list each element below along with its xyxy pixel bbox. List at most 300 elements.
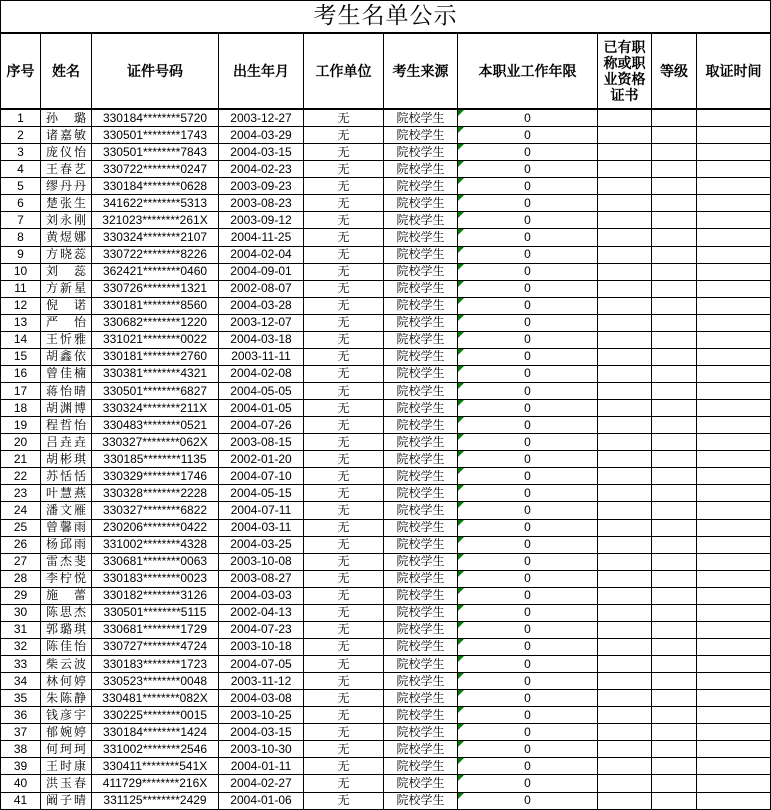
cell-cert[interactable]	[598, 621, 652, 638]
cell-birth-date[interactable]: 2004-05-15	[219, 485, 304, 502]
cell-work-unit[interactable]: 无	[304, 400, 384, 417]
cell-no[interactable]: 20	[1, 434, 41, 451]
cell-cert[interactable]	[598, 638, 652, 655]
cell-years[interactable]	[458, 536, 598, 553]
cell-name[interactable]: 庞仪怡	[41, 144, 92, 161]
cell-id-number[interactable]: 321023********261X	[92, 212, 219, 229]
cell-id-number[interactable]: 330727********4724	[92, 638, 219, 655]
cell-work-unit[interactable]: 无	[304, 451, 384, 468]
cell-no[interactable]: 40	[1, 775, 41, 792]
cell-no[interactable]: 4	[1, 161, 41, 178]
cell-level[interactable]	[652, 724, 697, 741]
cell-years[interactable]	[458, 587, 598, 604]
cell-level[interactable]	[652, 570, 697, 587]
cell-id-number[interactable]: 330324********211X	[92, 400, 219, 417]
cell-source[interactable]: 院校学生	[384, 348, 458, 365]
cell-id-number[interactable]: 330501********5115	[92, 604, 219, 621]
cell-years[interactable]	[458, 553, 598, 570]
cell-cert-time[interactable]	[697, 280, 771, 297]
cell-cert[interactable]	[598, 314, 652, 331]
cell-level[interactable]	[652, 741, 697, 758]
cell-level[interactable]	[652, 468, 697, 485]
cell-no[interactable]: 28	[1, 570, 41, 587]
cell-name[interactable]: 陈佳怡	[41, 638, 92, 655]
cell-source[interactable]: 院校学生	[384, 621, 458, 638]
cell-cert[interactable]	[598, 519, 652, 536]
cell-name[interactable]: 胡彬琪	[41, 451, 92, 468]
cell-cert-time[interactable]	[697, 400, 771, 417]
cell-level[interactable]	[652, 229, 697, 246]
cell-id-number[interactable]: 330411********541X	[92, 758, 219, 775]
cell-no[interactable]: 27	[1, 553, 41, 570]
cell-no[interactable]: 36	[1, 707, 41, 724]
cell-source[interactable]: 院校学生	[384, 707, 458, 724]
cell-cert[interactable]	[598, 690, 652, 707]
cell-years[interactable]	[458, 502, 598, 519]
cell-id-number[interactable]: 330501********7843	[92, 144, 219, 161]
cell-work-unit[interactable]: 无	[304, 109, 384, 127]
cell-no[interactable]: 12	[1, 297, 41, 314]
cell-level[interactable]	[652, 280, 697, 297]
cell-id-number[interactable]: 330381********4321	[92, 365, 219, 382]
cell-cert[interactable]	[598, 212, 652, 229]
cell-birth-date[interactable]: 2004-02-27	[219, 775, 304, 792]
cell-id-number[interactable]: 330327********062X	[92, 434, 219, 451]
cell-cert-time[interactable]	[697, 519, 771, 536]
cell-source[interactable]: 院校学生	[384, 570, 458, 587]
cell-level[interactable]	[652, 587, 697, 604]
cell-id-number[interactable]: 330324********2107	[92, 229, 219, 246]
cell-cert-time[interactable]	[697, 468, 771, 485]
cell-cert-time[interactable]	[697, 502, 771, 519]
cell-source[interactable]: 院校学生	[384, 792, 458, 810]
cell-no[interactable]: 16	[1, 365, 41, 382]
cell-years[interactable]	[458, 604, 598, 621]
cell-id-number[interactable]: 330722********8226	[92, 246, 219, 263]
cell-id-number[interactable]: 331002********4328	[92, 536, 219, 553]
cell-no[interactable]: 1	[1, 109, 41, 127]
cell-source[interactable]: 院校学生	[384, 297, 458, 314]
cell-years[interactable]	[458, 195, 598, 212]
cell-years[interactable]	[458, 144, 598, 161]
cell-level[interactable]	[652, 638, 697, 655]
cell-work-unit[interactable]: 无	[304, 365, 384, 382]
cell-cert[interactable]	[598, 656, 652, 673]
cell-cert[interactable]	[598, 604, 652, 621]
cell-id-number[interactable]: 330726********1321	[92, 280, 219, 297]
cell-name[interactable]: 洪玉春	[41, 775, 92, 792]
cell-cert-time[interactable]	[697, 638, 771, 655]
cell-cert[interactable]	[598, 109, 652, 127]
cell-years[interactable]	[458, 792, 598, 810]
cell-source[interactable]: 院校学生	[384, 331, 458, 348]
cell-id-number[interactable]: 341622********5313	[92, 195, 219, 212]
cell-birth-date[interactable]: 2003-11-11	[219, 348, 304, 365]
cell-no[interactable]: 19	[1, 417, 41, 434]
cell-source[interactable]: 院校学生	[384, 451, 458, 468]
cell-work-unit[interactable]: 无	[304, 638, 384, 655]
cell-years[interactable]	[458, 161, 598, 178]
cell-years[interactable]	[458, 348, 598, 365]
cell-level[interactable]	[652, 673, 697, 690]
cell-birth-date[interactable]: 2004-03-03	[219, 587, 304, 604]
cell-level[interactable]	[652, 161, 697, 178]
cell-source[interactable]: 院校学生	[384, 109, 458, 127]
cell-name[interactable]: 蒋怡晴	[41, 383, 92, 400]
cell-name[interactable]: 黄煜娜	[41, 229, 92, 246]
cell-no[interactable]: 34	[1, 673, 41, 690]
cell-level[interactable]	[652, 365, 697, 382]
cell-cert-time[interactable]	[697, 246, 771, 263]
cell-cert-time[interactable]	[697, 553, 771, 570]
cell-no[interactable]: 41	[1, 792, 41, 810]
cell-work-unit[interactable]: 无	[304, 246, 384, 263]
cell-cert[interactable]	[598, 673, 652, 690]
cell-cert[interactable]	[598, 331, 652, 348]
cell-birth-date[interactable]: 2004-03-28	[219, 297, 304, 314]
cell-work-unit[interactable]: 无	[304, 144, 384, 161]
cell-cert[interactable]	[598, 485, 652, 502]
cell-source[interactable]: 院校学生	[384, 314, 458, 331]
cell-no[interactable]: 32	[1, 638, 41, 655]
cell-cert[interactable]	[598, 263, 652, 280]
cell-birth-date[interactable]: 2004-09-01	[219, 263, 304, 280]
cell-no[interactable]: 15	[1, 348, 41, 365]
cell-cert[interactable]	[598, 792, 652, 810]
cell-years[interactable]	[458, 468, 598, 485]
cell-name[interactable]: 胡鑫依	[41, 348, 92, 365]
cell-no[interactable]: 31	[1, 621, 41, 638]
cell-birth-date[interactable]: 2004-03-29	[219, 127, 304, 144]
cell-cert[interactable]	[598, 348, 652, 365]
cell-source[interactable]: 院校学生	[384, 468, 458, 485]
cell-work-unit[interactable]: 无	[304, 519, 384, 536]
cell-years[interactable]	[458, 621, 598, 638]
cell-work-unit[interactable]: 无	[304, 502, 384, 519]
cell-id-number[interactable]: 330501********6827	[92, 383, 219, 400]
cell-id-number[interactable]: 330483********0521	[92, 417, 219, 434]
cell-level[interactable]	[652, 775, 697, 792]
cell-no[interactable]: 21	[1, 451, 41, 468]
cell-years[interactable]	[458, 485, 598, 502]
cell-cert[interactable]	[598, 536, 652, 553]
cell-years[interactable]	[458, 280, 598, 297]
cell-no[interactable]: 6	[1, 195, 41, 212]
cell-cert-time[interactable]	[697, 485, 771, 502]
cell-birth-date[interactable]: 2002-01-20	[219, 451, 304, 468]
cell-id-number[interactable]: 330181********8560	[92, 297, 219, 314]
cell-cert[interactable]	[598, 502, 652, 519]
cell-birth-date[interactable]: 2004-07-11	[219, 502, 304, 519]
cell-cert-time[interactable]	[697, 434, 771, 451]
cell-no[interactable]: 7	[1, 212, 41, 229]
cell-source[interactable]: 院校学生	[384, 212, 458, 229]
cell-id-number[interactable]: 330328********2228	[92, 485, 219, 502]
cell-level[interactable]	[652, 127, 697, 144]
cell-level[interactable]	[652, 792, 697, 810]
cell-source[interactable]: 院校学生	[384, 519, 458, 536]
cell-work-unit[interactable]: 无	[304, 314, 384, 331]
cell-level[interactable]	[652, 690, 697, 707]
cell-id-number[interactable]: 330523********0048	[92, 673, 219, 690]
cell-source[interactable]: 院校学生	[384, 246, 458, 263]
cell-level[interactable]	[652, 109, 697, 127]
cell-cert-time[interactable]	[697, 570, 771, 587]
cell-source[interactable]: 院校学生	[384, 144, 458, 161]
cell-level[interactable]	[652, 485, 697, 502]
cell-id-number[interactable]: 362421********0460	[92, 263, 219, 280]
cell-work-unit[interactable]: 无	[304, 741, 384, 758]
cell-cert-time[interactable]	[697, 229, 771, 246]
cell-cert[interactable]	[598, 127, 652, 144]
cell-name[interactable]: 严怡	[41, 314, 92, 331]
cell-birth-date[interactable]: 2004-03-18	[219, 331, 304, 348]
cell-cert[interactable]	[598, 383, 652, 400]
cell-birth-date[interactable]: 2003-08-27	[219, 570, 304, 587]
cell-cert-time[interactable]	[697, 758, 771, 775]
cell-no[interactable]: 23	[1, 485, 41, 502]
cell-work-unit[interactable]: 无	[304, 536, 384, 553]
cell-cert-time[interactable]	[697, 348, 771, 365]
cell-source[interactable]: 院校学生	[384, 417, 458, 434]
cell-cert-time[interactable]	[697, 178, 771, 195]
cell-no[interactable]: 17	[1, 383, 41, 400]
cell-birth-date[interactable]: 2004-07-26	[219, 417, 304, 434]
cell-birth-date[interactable]: 2003-09-12	[219, 212, 304, 229]
cell-level[interactable]	[652, 519, 697, 536]
cell-birth-date[interactable]: 2004-05-05	[219, 383, 304, 400]
cell-cert[interactable]	[598, 451, 652, 468]
cell-name[interactable]: 王忻雅	[41, 331, 92, 348]
cell-birth-date[interactable]: 2004-02-23	[219, 161, 304, 178]
cell-no[interactable]: 9	[1, 246, 41, 263]
cell-no[interactable]: 39	[1, 758, 41, 775]
cell-years[interactable]	[458, 109, 598, 127]
cell-no[interactable]: 5	[1, 178, 41, 195]
cell-name[interactable]: 王时康	[41, 758, 92, 775]
cell-work-unit[interactable]: 无	[304, 161, 384, 178]
cell-no[interactable]: 13	[1, 314, 41, 331]
cell-name[interactable]: 叶慧燕	[41, 485, 92, 502]
cell-cert[interactable]	[598, 570, 652, 587]
cell-cert-time[interactable]	[697, 331, 771, 348]
cell-birth-date[interactable]: 2003-10-18	[219, 638, 304, 655]
cell-work-unit[interactable]: 无	[304, 280, 384, 297]
cell-years[interactable]	[458, 417, 598, 434]
cell-work-unit[interactable]: 无	[304, 553, 384, 570]
cell-cert-time[interactable]	[697, 263, 771, 280]
cell-id-number[interactable]: 330225********0015	[92, 707, 219, 724]
cell-work-unit[interactable]: 无	[304, 383, 384, 400]
cell-birth-date[interactable]: 2004-02-04	[219, 246, 304, 263]
cell-source[interactable]: 院校学生	[384, 741, 458, 758]
cell-work-unit[interactable]: 无	[304, 775, 384, 792]
cell-years[interactable]	[458, 178, 598, 195]
cell-years[interactable]	[458, 690, 598, 707]
cell-years[interactable]	[458, 775, 598, 792]
cell-years[interactable]	[458, 314, 598, 331]
cell-level[interactable]	[652, 621, 697, 638]
cell-level[interactable]	[652, 297, 697, 314]
cell-years[interactable]	[458, 758, 598, 775]
cell-source[interactable]: 院校学生	[384, 724, 458, 741]
cell-work-unit[interactable]: 无	[304, 690, 384, 707]
cell-id-number[interactable]: 411729********216X	[92, 775, 219, 792]
cell-cert[interactable]	[598, 229, 652, 246]
cell-years[interactable]	[458, 451, 598, 468]
cell-id-number[interactable]: 330182********3126	[92, 587, 219, 604]
cell-name[interactable]: 刘蕊	[41, 263, 92, 280]
cell-level[interactable]	[652, 383, 697, 400]
cell-name[interactable]: 刘永刚	[41, 212, 92, 229]
cell-years[interactable]	[458, 656, 598, 673]
cell-level[interactable]	[652, 400, 697, 417]
cell-no[interactable]: 24	[1, 502, 41, 519]
cell-birth-date[interactable]: 2004-07-10	[219, 468, 304, 485]
cell-cert[interactable]	[598, 161, 652, 178]
cell-name[interactable]: 陈思杰	[41, 604, 92, 621]
cell-birth-date[interactable]: 2004-01-05	[219, 400, 304, 417]
cell-id-number[interactable]: 330327********6822	[92, 502, 219, 519]
cell-cert-time[interactable]	[697, 365, 771, 382]
cell-work-unit[interactable]: 无	[304, 758, 384, 775]
cell-cert-time[interactable]	[697, 161, 771, 178]
cell-id-number[interactable]: 330184********1424	[92, 724, 219, 741]
cell-work-unit[interactable]: 无	[304, 468, 384, 485]
cell-id-number[interactable]: 330481********082X	[92, 690, 219, 707]
cell-source[interactable]: 院校学生	[384, 161, 458, 178]
cell-name[interactable]: 施蕾	[41, 587, 92, 604]
cell-name[interactable]: 朱陈静	[41, 690, 92, 707]
cell-name[interactable]: 柴云波	[41, 656, 92, 673]
cell-work-unit[interactable]: 无	[304, 673, 384, 690]
cell-name[interactable]: 孙璐	[41, 109, 92, 127]
cell-years[interactable]	[458, 365, 598, 382]
cell-birth-date[interactable]: 2003-10-25	[219, 707, 304, 724]
cell-name[interactable]: 吕垚垚	[41, 434, 92, 451]
cell-cert-time[interactable]	[697, 621, 771, 638]
cell-birth-date[interactable]: 2003-10-30	[219, 741, 304, 758]
cell-birth-date[interactable]: 2004-07-23	[219, 621, 304, 638]
cell-no[interactable]: 3	[1, 144, 41, 161]
cell-cert[interactable]	[598, 758, 652, 775]
cell-work-unit[interactable]: 无	[304, 331, 384, 348]
cell-birth-date[interactable]: 2003-09-23	[219, 178, 304, 195]
cell-source[interactable]: 院校学生	[384, 383, 458, 400]
cell-cert[interactable]	[598, 553, 652, 570]
cell-source[interactable]: 院校学生	[384, 673, 458, 690]
cell-source[interactable]: 院校学生	[384, 604, 458, 621]
cell-source[interactable]: 院校学生	[384, 758, 458, 775]
cell-birth-date[interactable]: 2003-11-12	[219, 673, 304, 690]
cell-name[interactable]: 王春艺	[41, 161, 92, 178]
cell-birth-date[interactable]: 2004-01-06	[219, 792, 304, 810]
cell-name[interactable]: 缪丹丹	[41, 178, 92, 195]
cell-work-unit[interactable]: 无	[304, 485, 384, 502]
cell-no[interactable]: 33	[1, 656, 41, 673]
cell-cert[interactable]	[598, 587, 652, 604]
cell-birth-date[interactable]: 2004-01-11	[219, 758, 304, 775]
cell-name[interactable]: 杨邱雨	[41, 536, 92, 553]
cell-source[interactable]: 院校学生	[384, 280, 458, 297]
cell-cert-time[interactable]	[697, 690, 771, 707]
cell-years[interactable]	[458, 570, 598, 587]
cell-name[interactable]: 曾馨雨	[41, 519, 92, 536]
cell-level[interactable]	[652, 656, 697, 673]
cell-id-number[interactable]: 330329********1746	[92, 468, 219, 485]
cell-no[interactable]: 35	[1, 690, 41, 707]
cell-name[interactable]: 诸嘉敏	[41, 127, 92, 144]
cell-no[interactable]: 2	[1, 127, 41, 144]
cell-cert[interactable]	[598, 400, 652, 417]
cell-source[interactable]: 院校学生	[384, 195, 458, 212]
cell-years[interactable]	[458, 331, 598, 348]
cell-years[interactable]	[458, 246, 598, 263]
cell-source[interactable]: 院校学生	[384, 400, 458, 417]
cell-birth-date[interactable]: 2003-12-07	[219, 314, 304, 331]
cell-cert[interactable]	[598, 144, 652, 161]
cell-cert-time[interactable]	[697, 144, 771, 161]
cell-name[interactable]: 钱彦宇	[41, 707, 92, 724]
cell-name[interactable]: 郁婉婷	[41, 724, 92, 741]
cell-years[interactable]	[458, 741, 598, 758]
cell-level[interactable]	[652, 502, 697, 519]
cell-cert[interactable]	[598, 195, 652, 212]
cell-level[interactable]	[652, 195, 697, 212]
cell-name[interactable]: 雷杰斐	[41, 553, 92, 570]
cell-cert-time[interactable]	[697, 314, 771, 331]
cell-id-number[interactable]: 330184********5720	[92, 109, 219, 127]
cell-work-unit[interactable]: 无	[304, 127, 384, 144]
cell-cert[interactable]	[598, 724, 652, 741]
cell-work-unit[interactable]: 无	[304, 724, 384, 741]
cell-years[interactable]	[458, 383, 598, 400]
cell-birth-date[interactable]: 2003-08-23	[219, 195, 304, 212]
cell-name[interactable]: 楚张生	[41, 195, 92, 212]
cell-cert-time[interactable]	[697, 417, 771, 434]
cell-no[interactable]: 14	[1, 331, 41, 348]
cell-source[interactable]: 院校学生	[384, 775, 458, 792]
cell-id-number[interactable]: 230206********0422	[92, 519, 219, 536]
cell-birth-date[interactable]: 2004-03-25	[219, 536, 304, 553]
cell-work-unit[interactable]: 无	[304, 792, 384, 810]
cell-level[interactable]	[652, 553, 697, 570]
cell-birth-date[interactable]: 2002-08-07	[219, 280, 304, 297]
cell-cert-time[interactable]	[697, 792, 771, 810]
cell-birth-date[interactable]: 2004-02-08	[219, 365, 304, 382]
cell-cert[interactable]	[598, 246, 652, 263]
cell-cert-time[interactable]	[697, 673, 771, 690]
cell-no[interactable]: 8	[1, 229, 41, 246]
cell-name[interactable]: 胡渊博	[41, 400, 92, 417]
cell-name[interactable]: 何珂珂	[41, 741, 92, 758]
cell-no[interactable]: 26	[1, 536, 41, 553]
cell-cert-time[interactable]	[697, 604, 771, 621]
cell-source[interactable]: 院校学生	[384, 178, 458, 195]
cell-birth-date[interactable]: 2004-03-11	[219, 519, 304, 536]
cell-level[interactable]	[652, 178, 697, 195]
cell-no[interactable]: 10	[1, 263, 41, 280]
cell-name[interactable]: 方新星	[41, 280, 92, 297]
cell-source[interactable]: 院校学生	[384, 536, 458, 553]
cell-years[interactable]	[458, 297, 598, 314]
cell-level[interactable]	[652, 417, 697, 434]
cell-source[interactable]: 院校学生	[384, 638, 458, 655]
cell-id-number[interactable]: 331021********0022	[92, 331, 219, 348]
cell-id-number[interactable]: 330681********0063	[92, 553, 219, 570]
cell-cert-time[interactable]	[697, 212, 771, 229]
cell-id-number[interactable]: 331125********2429	[92, 792, 219, 810]
